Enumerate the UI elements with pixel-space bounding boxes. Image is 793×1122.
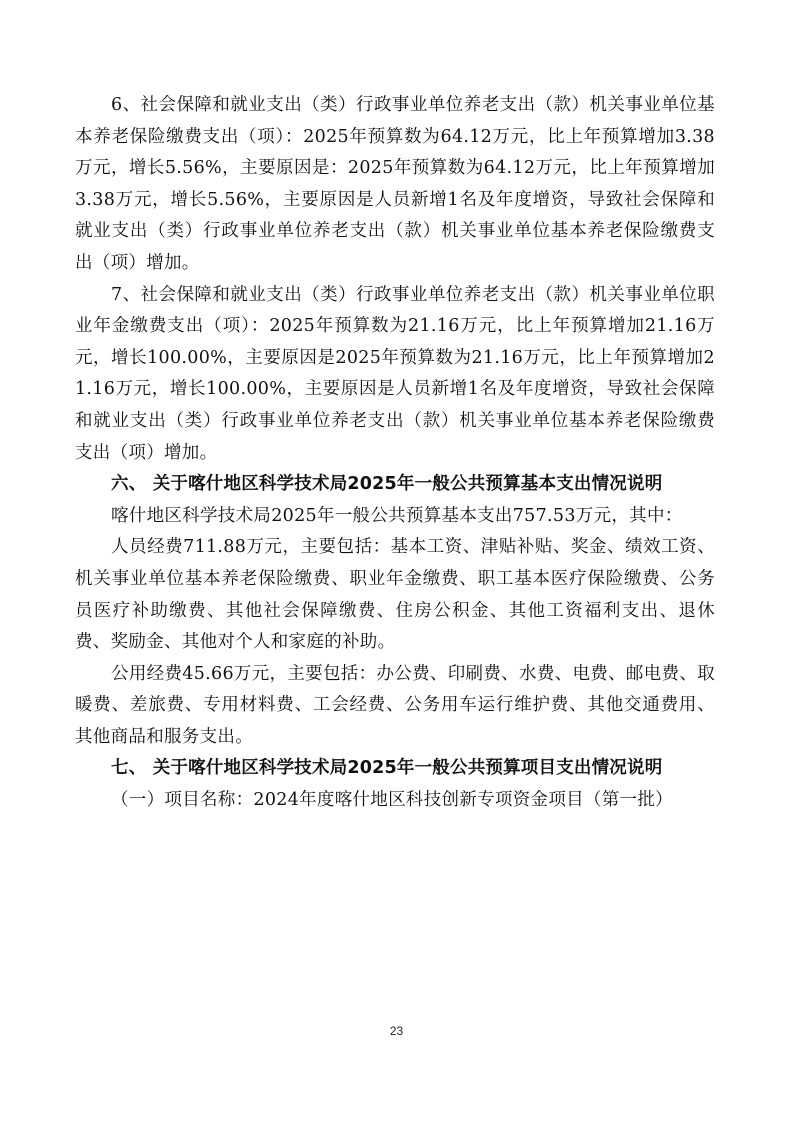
page-number: 23 — [389, 1024, 404, 1038]
paragraph-item-6: 6、社会保障和就业支出（类）行政事业单位养老支出（款）机关事业单位基本养老保险缴费支出（项）：2025年预算数为64.12万元，比上年预算增加3.38万元，增长5.56%，主要原因是：2025年预算数为64.12万元，比上年预算增加3.38万元，增长5.56%，主要原因是人员新增1名及年度增资，导致社会保障和就业支出（类）行政事业单位养老支出（款）机关事业单位基本养老保险缴费支出（项）增加。 — [75, 95, 715, 273]
paragraph-item-7: 7、社会保障和就业支出（类）行政事业单位养老支出（款）机关事业单位职业年金缴费支出（项）：2025年预算数为21.16万元，比上年预算增加21.16万元，增长100.00%，主要原因是2025年预算数为21.16万元，比上年预算增加21.16万元，增长100.00%，主要原因是人员新增1名及年度增资，导致社会保障和就业支出（类）行政事业单位养老支出（款）机关事业单位基本养老保险缴费支出（项）增加。 — [75, 284, 715, 463]
project-name-1: （一）项目名称：2024年度喀什地区科技创新专项资金项目（第一批） — [111, 790, 673, 811]
document-body — [75, 90, 715, 817]
section-heading-7: 七、 关于喀什地区科学技术局2025年一般公共预算项目支出情况说明 — [111, 758, 663, 779]
basic-expenditure-total: 喀什地区科学技术局2025年一般公共预算基本支出757.53万元，其中： — [111, 505, 683, 526]
section-heading-6: 六、 关于喀什地区科学技术局2025年一般公共预算基本支出情况说明 — [111, 474, 663, 495]
public-expenses: 公用经费45.66万元，主要包括：办公费、印刷费、水费、电费、邮电费、取暖费、差旅费、专用材料费、工会经费、公务用车运行维护费、其他交通费用、其他商品和服务支出。 — [75, 663, 715, 747]
personnel-expenses: 人员经费711.88万元，主要包括：基本工资、津贴补贴、奖金、绩效工资、机关事业单位基本养老保险缴费、职业年金缴费、职工基本医疗保险缴费、公务员医疗补助缴费、其他社会保障缴费、住房公积金、其他工资福利支出、退休费、奖励金、其他对个人和家庭的补助。 — [75, 537, 715, 653]
